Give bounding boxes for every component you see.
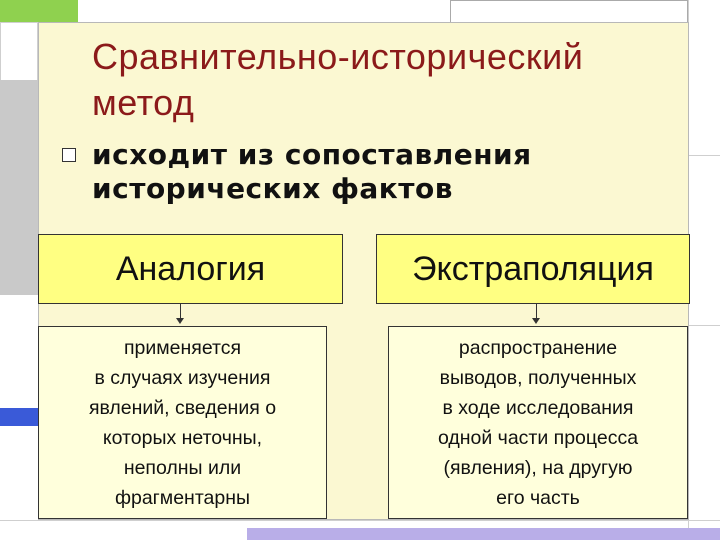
extrapolation-heading-box [376,234,690,304]
extrapolation-description-box [388,326,688,519]
slide-title: Сравнительно-исторический метод [92,36,584,123]
analogy-heading-box [38,234,343,304]
extrapolation-arrow-icon [532,318,540,324]
bullet-text: исходит из сопоставления исторических фактов [92,138,532,205]
analogy-arrow-icon [176,318,184,324]
analogy-heading: Аналогия [115,249,266,288]
decor-gray-block [0,80,38,295]
decor-green-square [0,0,78,22]
decor-violet-strip [247,528,720,540]
decor-line-right-h2 [688,325,720,326]
decor-blue-square [0,408,38,426]
extrapolation-heading: Экстраполяция [412,249,654,288]
square-bullet-icon [62,148,76,162]
analogy-description-box [38,326,327,519]
decor-box-top-left [0,22,38,82]
analogy-description: применяется в случаях изучения явлений, сведения о которых неточны, неполны или фрагментарны [88,336,277,509]
decor-line-right-h [688,155,720,156]
decor-line-bottom [0,520,720,521]
extrapolation-description: распространение выводов, полученных в ходе исследования одной части процесса (явления), на другую его часть [437,336,639,509]
